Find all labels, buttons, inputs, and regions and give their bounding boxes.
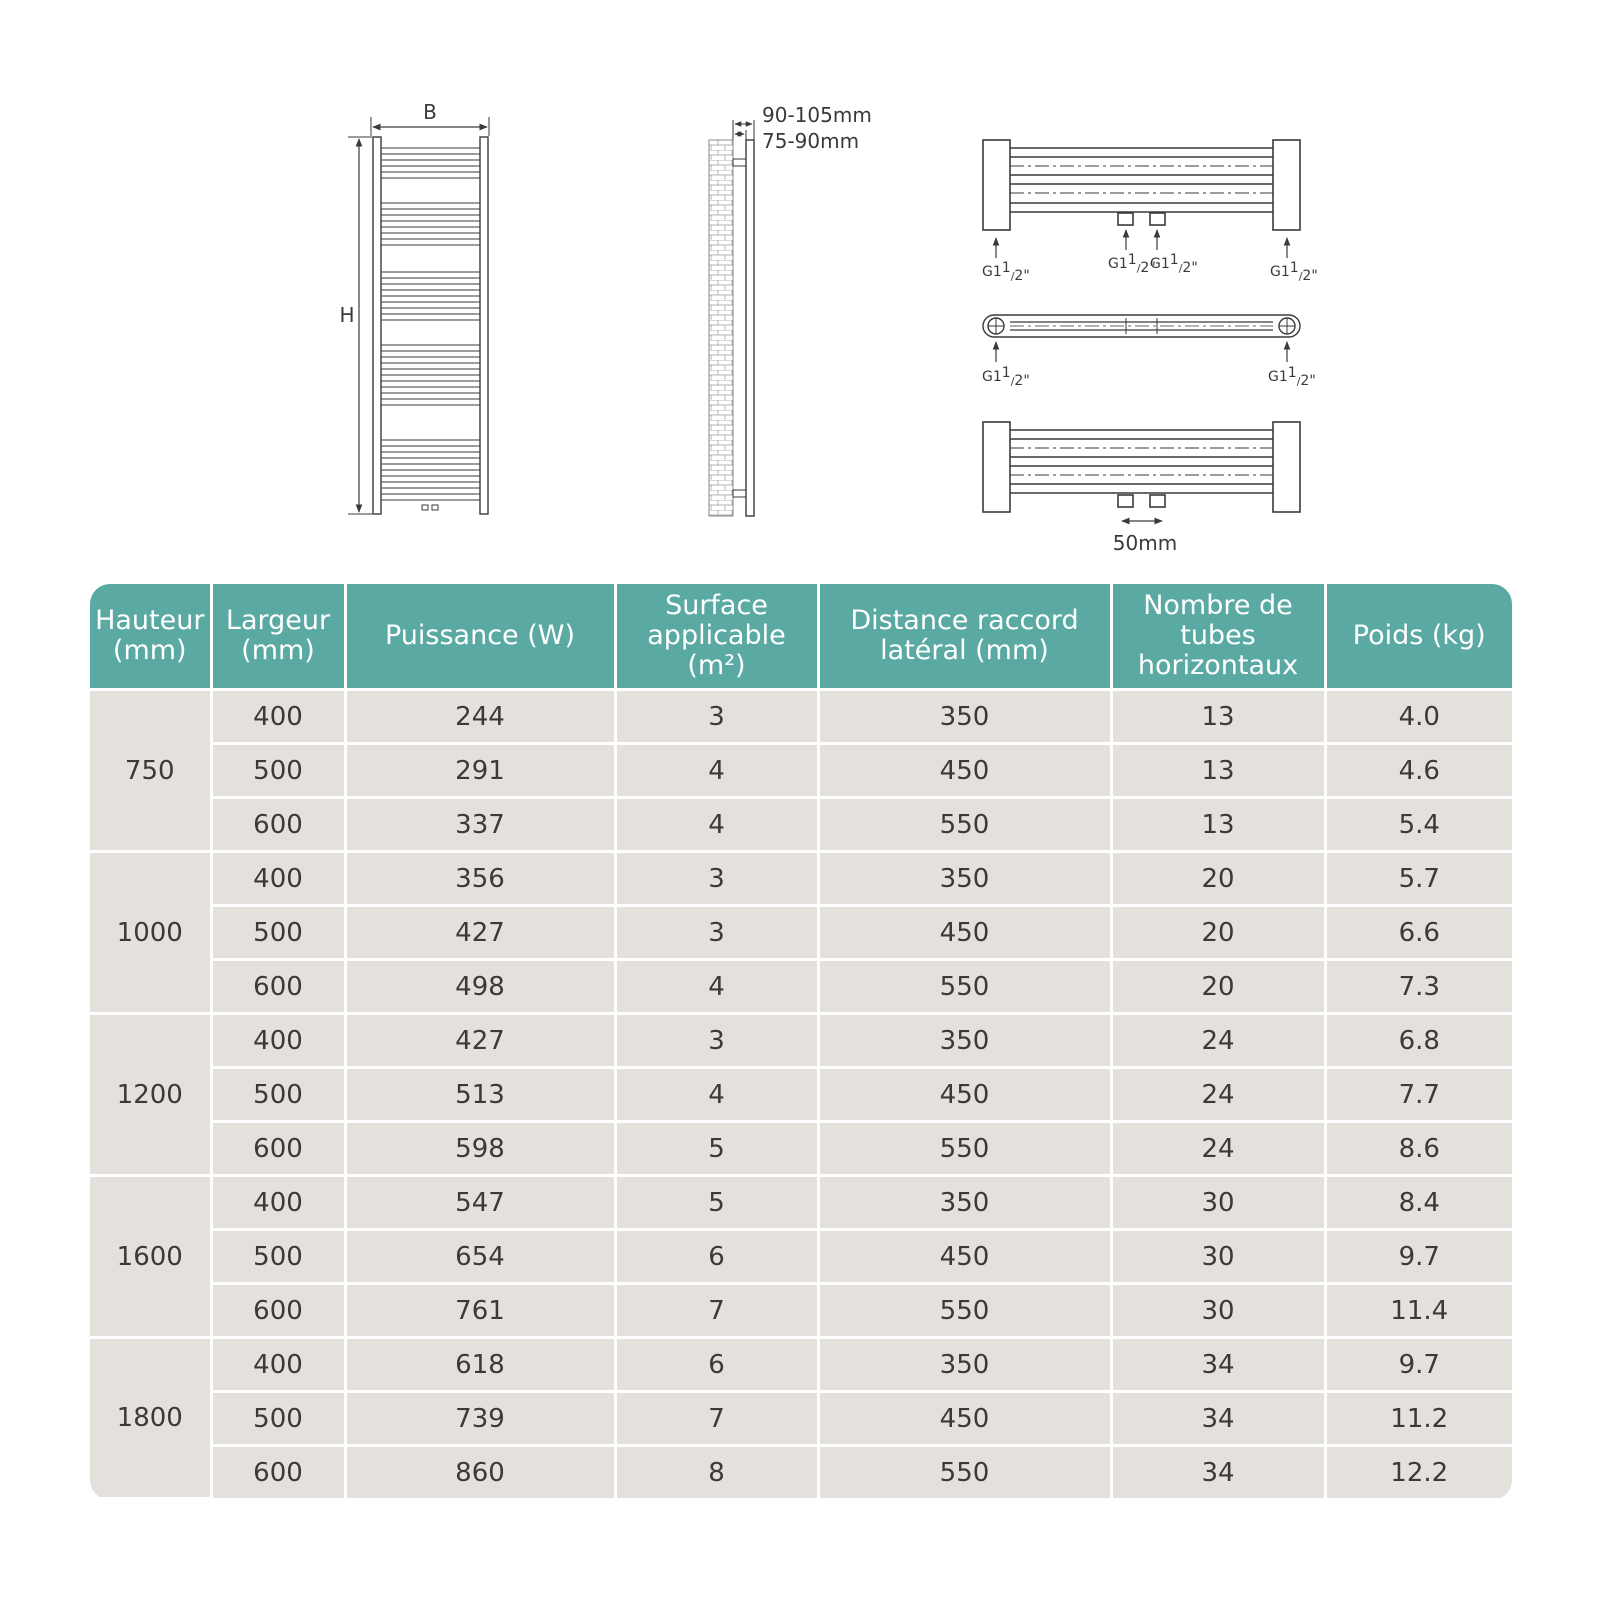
tubes-cell: 30 [1111,1176,1325,1230]
width-cell: 400 [211,1014,345,1068]
thread-label-valve-1: $G11_/2$" [1108,252,1156,276]
distance-cell: 550 [818,798,1111,852]
width-cell: 400 [211,1176,345,1230]
power-cell: 244 [345,690,615,744]
tubes-cell: 20 [1111,852,1325,906]
weight-cell: 5.7 [1325,852,1512,906]
width-cell: 600 [211,1446,345,1499]
surface-cell: 3 [615,1014,818,1068]
width-cell: 500 [211,744,345,798]
header-text-line: tubes [1180,620,1256,651]
table-row [90,690,1512,744]
tubes-cell: 24 [1111,1122,1325,1176]
power-cell: 513 [345,1068,615,1122]
width-cell: 600 [211,960,345,1014]
header-text-line: applicable [647,620,786,651]
power-cell: 427 [345,906,615,960]
connection-view-top [983,140,1300,258]
weight-cell: 11.4 [1325,1284,1512,1338]
surface-cell: 7 [615,1392,818,1446]
table-row [90,744,1512,798]
power-cell: 598 [345,1122,615,1176]
distance-cell: 550 [818,1284,1111,1338]
table-row [90,906,1512,960]
tubes-cell: 20 [1111,960,1325,1014]
weight-cell: 6.6 [1325,906,1512,960]
surface-cell: 7 [615,1284,818,1338]
distance-cell: 450 [818,906,1111,960]
width-cell: 500 [211,1230,345,1284]
tubes-cell: 24 [1111,1014,1325,1068]
surface-cell: 4 [615,960,818,1014]
side-view-drawing [709,120,754,516]
diagram-area [0,0,1600,570]
weight-cell: 4.0 [1325,690,1512,744]
connection-view-bottom-plan [983,315,1300,362]
technical-drawings [0,0,1600,570]
side-depth-max-label: 90-105mm [762,103,872,127]
distance-cell: 350 [818,1176,1111,1230]
width-cell: 500 [211,1392,345,1446]
header-text-line: Puissance (W) [384,620,575,651]
column-header-tubes [1111,584,1325,690]
table-row [90,1446,1512,1499]
width-dimension-label: B [423,100,437,124]
weight-cell: 8.4 [1325,1176,1512,1230]
surface-cell: 3 [615,690,818,744]
table-row [90,798,1512,852]
tubes-cell: 34 [1111,1338,1325,1392]
front-view-drawing [348,117,489,514]
table-row [90,1392,1512,1446]
width-cell: 500 [211,906,345,960]
header-text-line: Hauteur [95,605,205,636]
thread-label-plan-left: $G11_/2$" [982,365,1030,389]
distance-cell: 350 [818,1014,1111,1068]
header-text-line: latéral (mm) [880,635,1049,666]
power-cell: 547 [345,1176,615,1230]
tubes-cell: 13 [1111,690,1325,744]
weight-cell: 11.2 [1325,1392,1512,1446]
connection-view-bottom [983,422,1300,521]
weight-cell: 7.3 [1325,960,1512,1014]
column-header-weight [1325,584,1512,690]
tubes-cell: 30 [1111,1230,1325,1284]
table-body [90,690,1512,1499]
weight-cell: 8.6 [1325,1122,1512,1176]
distance-cell: 350 [818,690,1111,744]
power-cell: 498 [345,960,615,1014]
height-cell: 1600 [90,1176,211,1338]
distance-cell: 350 [818,1338,1111,1392]
tubes-cell: 24 [1111,1068,1325,1122]
thread-label-right: $G11_/2$" [1270,260,1318,284]
thread-label-left: $G11_/2$" [982,260,1030,284]
tubes-cell: 30 [1111,1284,1325,1338]
header-text-line: Distance raccord [850,605,1079,636]
width-cell: 600 [211,1122,345,1176]
header-text-line: Largeur [225,605,331,636]
weight-cell: 6.8 [1325,1014,1512,1068]
tubes-cell: 13 [1111,798,1325,852]
height-dimension-label: H [339,303,355,327]
distance-cell: 450 [818,1392,1111,1446]
surface-cell: 3 [615,852,818,906]
thread-label-valve-2: $G11_/2$" [1150,252,1198,276]
distance-cell: 450 [818,1068,1111,1122]
distance-cell: 550 [818,1122,1111,1176]
weight-cell: 12.2 [1325,1446,1512,1499]
power-cell: 618 [345,1338,615,1392]
power-cell: 860 [345,1446,615,1499]
power-cell: 291 [345,744,615,798]
distance-cell: 450 [818,1230,1111,1284]
side-depth-min-label: 75-90mm [762,129,860,153]
column-header-width [211,584,345,690]
height-cell: 750 [90,690,211,852]
table-row [90,1230,1512,1284]
surface-cell: 6 [615,1338,818,1392]
column-header-distance [818,584,1111,690]
width-cell: 400 [211,690,345,744]
surface-cell: 3 [615,906,818,960]
power-cell: 654 [345,1230,615,1284]
height-cell: 1800 [90,1338,211,1499]
distance-cell: 550 [818,960,1111,1014]
power-cell: 356 [345,852,615,906]
power-cell: 427 [345,1014,615,1068]
surface-cell: 5 [615,1176,818,1230]
power-cell: 337 [345,798,615,852]
power-cell: 761 [345,1284,615,1338]
width-cell: 500 [211,1068,345,1122]
column-header-height [90,584,211,690]
table-row [90,1284,1512,1338]
width-cell: 600 [211,798,345,852]
header-text-line: (mm) [112,635,187,666]
thread-label-plan-right: $G11_/2$" [1268,365,1316,389]
table-row [90,852,1512,906]
tubes-cell: 34 [1111,1392,1325,1446]
table-header-row [90,584,1512,690]
surface-cell: 4 [615,1068,818,1122]
table-row [90,960,1512,1014]
distance-cell: 550 [818,1446,1111,1499]
table-row [90,1338,1512,1392]
header-text-line: Surface [665,590,768,621]
column-header-surface [615,584,818,690]
table-row [90,1122,1512,1176]
header-text-line: Nombre de [1143,590,1293,621]
power-cell: 739 [345,1392,615,1446]
weight-cell: 7.7 [1325,1068,1512,1122]
surface-cell: 4 [615,744,818,798]
column-header-power [345,584,615,690]
table-row [90,1014,1512,1068]
weight-cell: 4.6 [1325,744,1512,798]
header-text-line: horizontaux [1137,650,1299,681]
surface-cell: 4 [615,798,818,852]
surface-cell: 6 [615,1230,818,1284]
header-text-line: (mm) [241,635,315,666]
header-text-line: Poids (kg) [1352,620,1486,651]
valve-spacing-label: 50mm [1112,531,1178,555]
tubes-cell: 20 [1111,906,1325,960]
weight-cell: 9.7 [1325,1338,1512,1392]
table-row [90,1068,1512,1122]
spec-table [90,584,1512,1500]
weight-cell: 9.7 [1325,1230,1512,1284]
surface-cell: 8 [615,1446,818,1499]
distance-cell: 350 [818,852,1111,906]
header-text-line: (m²) [687,650,746,681]
weight-cell: 5.4 [1325,798,1512,852]
height-cell: 1000 [90,852,211,1014]
width-cell: 400 [211,1338,345,1392]
width-cell: 600 [211,1284,345,1338]
surface-cell: 5 [615,1122,818,1176]
distance-cell: 450 [818,744,1111,798]
table-row [90,1176,1512,1230]
width-cell: 400 [211,852,345,906]
tubes-cell: 34 [1111,1446,1325,1499]
height-cell: 1200 [90,1014,211,1176]
tubes-cell: 13 [1111,744,1325,798]
